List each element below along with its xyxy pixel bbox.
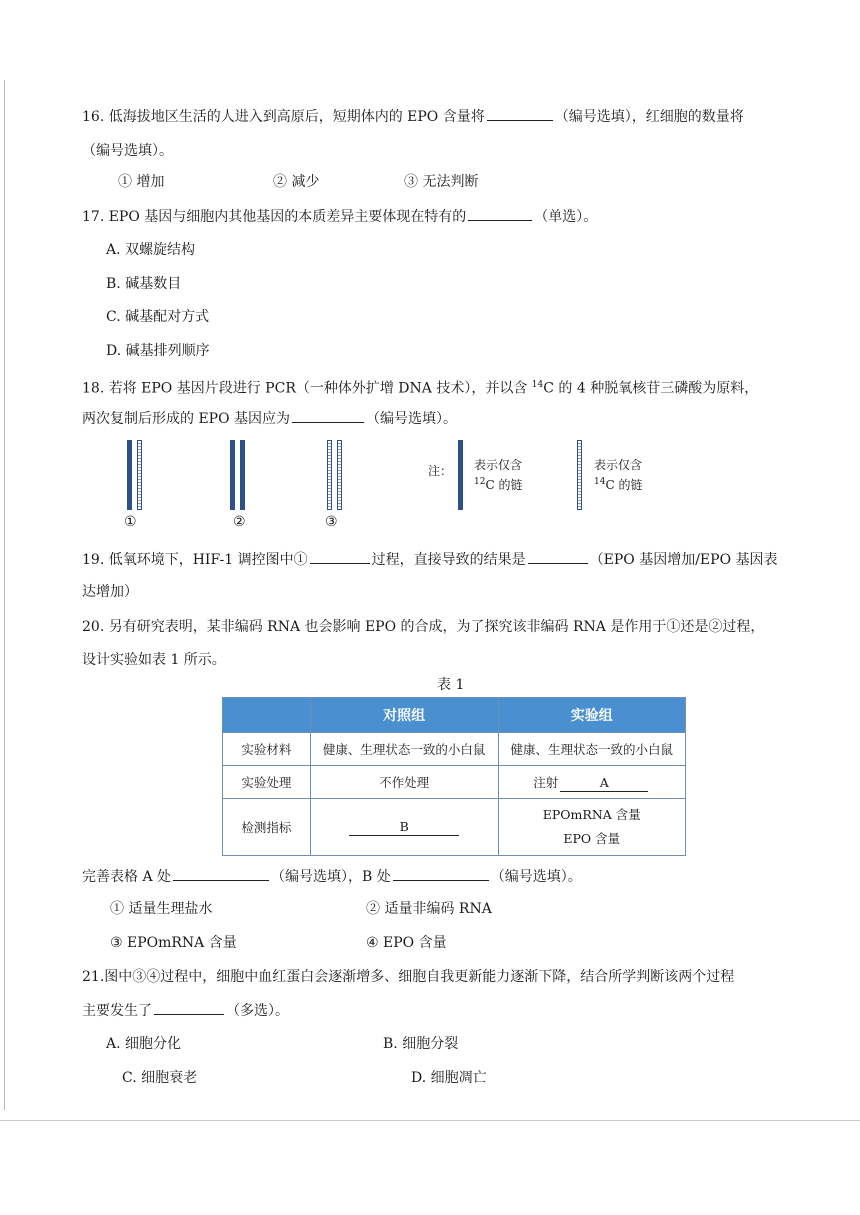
table-blank-a[interactable]: A — [560, 775, 648, 792]
q17-text1: 17. EPO 基因与细胞内其他基因的本质差异主要体现在特有的 — [82, 209, 467, 225]
dna-label-2: ② — [233, 514, 246, 530]
q19-blank2[interactable] — [528, 549, 588, 564]
q21-text2b: （多选）。 — [226, 1003, 289, 1019]
table-row — [223, 799, 686, 856]
strand-14c — [327, 440, 332, 510]
table-cell-label: 实验材料 — [223, 733, 311, 766]
q20-fill-line — [82, 866, 582, 887]
q20-option-3: ③ EPOmRNA 含量 — [110, 935, 237, 951]
q20-fill-a: 完善表格 A 处 — [82, 869, 172, 885]
page-bottom-rule — [0, 1120, 860, 1121]
strand-12c — [127, 440, 132, 510]
q18-sup14: 14 — [531, 380, 544, 390]
q16-line1 — [82, 106, 744, 127]
table-cell-label: 实验处理 — [223, 766, 311, 799]
q18-blank[interactable] — [292, 408, 364, 423]
q21-blank[interactable] — [154, 1000, 224, 1015]
dna-label-1: ① — [124, 514, 137, 530]
inject-text: 注射 — [533, 774, 559, 790]
q18-text2a: 两次复制后形成的 EPO 基因应为 — [82, 411, 291, 427]
strand-14c — [337, 440, 342, 510]
q20-blank-a[interactable] — [173, 866, 269, 881]
measure-mrna: EPOmRNA 含量 — [542, 807, 641, 822]
q20-option-4: ④ EPO 含量 — [366, 935, 447, 951]
q17-text2: （单选）。 — [534, 209, 598, 225]
legend-14c-sup: 14 — [594, 477, 606, 487]
q16-line2 — [82, 141, 173, 161]
q20-option-2: ② 适量非编码 RNA — [366, 901, 492, 917]
strand-14c — [137, 440, 142, 510]
q17-option-d: D. 碱基排列顺序 — [106, 343, 210, 359]
q20-option-1: ① 适量生理盐水 — [110, 901, 213, 917]
legend-note: 注： — [428, 464, 453, 478]
table-cell: 健康、生理状态一致的小白鼠 — [310, 733, 498, 766]
q16-text2: （编号选填），红细胞的数量将 — [554, 109, 744, 125]
table-cell — [498, 799, 685, 856]
legend-12c-sup: 12 — [474, 477, 486, 487]
q18-text1b: C 的 4 种脱氧核苷三磷酸为原料， — [543, 380, 759, 397]
q21-option-c: C. 细胞衰老 — [122, 1070, 198, 1086]
legend-strand-12c — [458, 440, 463, 510]
table-header-empty — [223, 698, 311, 733]
q19-text1c: （EPO 基因增加/EPO 基因表 — [589, 552, 778, 568]
q17-line1 — [82, 206, 597, 227]
table-cell-label: 检测指标 — [223, 799, 311, 856]
table-header-experiment: 实验组 — [498, 698, 685, 733]
q18-text2b: （编号选填）。 — [366, 411, 458, 427]
q21-option-d: D. 细胞凋亡 — [411, 1070, 487, 1086]
legend-14c-line2 — [594, 472, 642, 495]
q17-option-c: C. 碱基配对方式 — [106, 309, 210, 325]
legend-14c-text: C 的链 — [605, 478, 643, 492]
q17-option-b: B. 碱基数目 — [106, 276, 182, 292]
q21-text1: 21.图中③④过程中，细胞中血红蛋白会逐渐增多、细胞自我更新能力逐渐下降，结合所学判断该两个过程 — [82, 969, 735, 985]
q21-text2a: 主要发生了 — [82, 1003, 152, 1019]
q20-fill-end: （编号选填）。 — [490, 869, 582, 885]
q16-option-2: ② 减少 — [273, 174, 320, 190]
q16-text1: 16. 低海拔地区生活的人进入到高原后，短期体内的 EPO 含量将 — [82, 109, 485, 125]
q16-text3: （编号选填）。 — [82, 143, 173, 159]
legend-12c-text: C 的链 — [485, 478, 523, 492]
table-header-control: 对照组 — [310, 698, 498, 733]
table-cell — [498, 766, 685, 799]
legend-14c-line1: 表示仅含 — [594, 458, 643, 472]
table-row — [223, 733, 686, 766]
page-edge — [4, 80, 5, 1110]
legend-12c-line2 — [474, 472, 522, 495]
q19-line1 — [82, 549, 778, 570]
q21-line2 — [82, 1000, 289, 1021]
table-cell — [310, 799, 498, 856]
q19-blank1[interactable] — [310, 549, 370, 564]
q18-text1a: 18. 若将 EPO 基因片段进行 PCR（一种体外扩增 DNA 技术），并以含 — [82, 380, 532, 397]
q17-option-a: A. 双螺旋结构 — [106, 242, 196, 258]
q21-option-a: A. 细胞分化 — [106, 1036, 182, 1052]
q19-text1a: 19. 低氧环境下，HIF-1 调控图中① — [82, 552, 308, 568]
table-header-row — [223, 698, 686, 733]
q19-text2: 达增加） — [82, 584, 138, 600]
q16-option-1: ① 增加 — [118, 174, 165, 190]
q20-text2: 设计实验如表 1 所示。 — [82, 652, 226, 668]
table-row — [223, 766, 686, 799]
q16-option-3: ③ 无法判断 — [404, 174, 479, 190]
q20-fill-mid: （编号选填），B 处 — [271, 869, 391, 885]
table-blank-b[interactable]: B — [349, 819, 459, 836]
strand-12c — [230, 440, 235, 510]
measure-epo: EPO 含量 — [563, 831, 621, 846]
table-cell: 不作处理 — [310, 766, 498, 799]
table-cell: 健康、生理状态一致的小白鼠 — [498, 733, 685, 766]
q18-line1 — [82, 375, 758, 399]
dna-label-3: ③ — [325, 514, 338, 530]
strand-12c — [240, 440, 245, 510]
q16-blank1[interactable] — [487, 106, 553, 121]
q21-option-b: B. 细胞分裂 — [383, 1036, 459, 1052]
table-title: 表 1 — [437, 677, 465, 693]
experiment-table — [222, 697, 686, 856]
q20-blank-b[interactable] — [393, 866, 489, 881]
q17-blank[interactable] — [468, 206, 532, 221]
legend-12c-line1: 表示仅含 — [474, 458, 523, 472]
q18-line2 — [82, 408, 457, 429]
legend-strand-14c — [577, 440, 582, 510]
q19-text1b: 过程，直接导致的结果是 — [371, 552, 526, 568]
q20-text1: 20. 另有研究表明，某非编码 RNA 也会影响 EPO 的合成，为了探究该非编码 RNA 是作用于①还是②过程， — [82, 619, 765, 635]
